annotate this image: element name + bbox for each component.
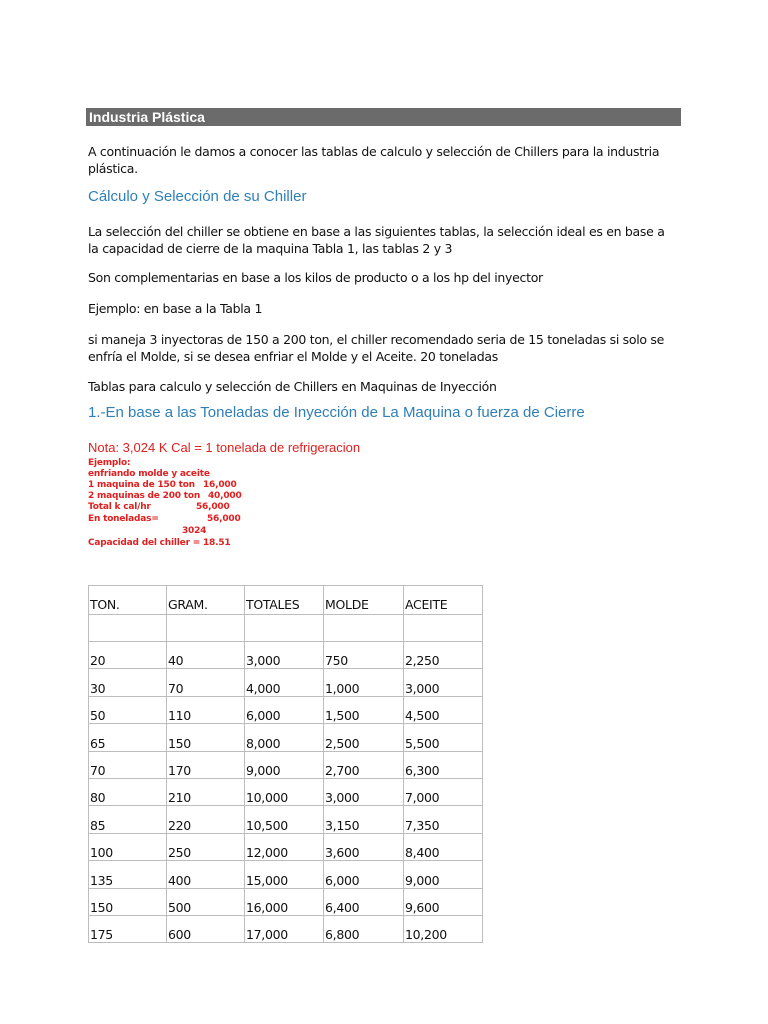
- table-cell: 7,350: [404, 806, 483, 833]
- table-row: [89, 724, 488, 751]
- note-total-value: 56,000: [196, 502, 230, 512]
- table-cell: [245, 615, 324, 642]
- table-gap: [483, 888, 488, 915]
- table-gap: [483, 915, 488, 942]
- table-cell: 50: [89, 696, 167, 723]
- table-cell: 2,700: [324, 751, 404, 778]
- table-cell: [89, 615, 167, 642]
- paragraph-complementarias: Son complementarias en base a los kilos de producto o a los hp del inyector: [88, 270, 543, 285]
- note-line2-label: 2 maquinas de 200 ton: [88, 491, 201, 501]
- table-row: [89, 806, 488, 833]
- note-capacity-label: Capacidad del chiller =: [88, 538, 201, 548]
- table-cell: 65: [89, 724, 167, 751]
- table-cell: 4,500: [404, 696, 483, 723]
- table-cell: 400: [167, 861, 245, 888]
- table-row: [89, 751, 488, 778]
- header-cell: ACEITE: [404, 586, 483, 615]
- table-cell: 70: [89, 751, 167, 778]
- paragraph-tablas: Tablas para calculo y selección de Chillers en Maquinas de Inyección: [88, 379, 497, 394]
- note-subtitle: enfriando molde y aceite: [88, 469, 210, 479]
- table-cell: 9,000: [245, 751, 324, 778]
- tonnage-table: [88, 585, 487, 943]
- table-cell: 6,300: [404, 751, 483, 778]
- section-title: Industria Plástica: [86, 108, 681, 126]
- table-cell: 110: [167, 696, 245, 723]
- table-cell: 150: [89, 888, 167, 915]
- table-cell: 12,000: [245, 833, 324, 860]
- table-cell: 80: [89, 778, 167, 805]
- table-gap: [483, 696, 488, 723]
- table-row: [89, 642, 488, 669]
- header-cell: MOLDE: [324, 586, 404, 615]
- table-row: [89, 778, 488, 805]
- table-cell: 16,000: [245, 888, 324, 915]
- table-gap: [483, 586, 488, 615]
- table-cell: 8,400: [404, 833, 483, 860]
- table-row: [89, 861, 488, 888]
- paragraph-inyectoras: si maneja 3 inyectoras de 150 a 200 ton, el chiller recomendado seria de 15 toneladas si solo se enfría el Molde, si se desea enfriar el Molde y el Aceite. 20 toneladas: [88, 332, 665, 364]
- table-row: [89, 915, 488, 942]
- table-cell: 30: [89, 669, 167, 696]
- table-cell: 135: [89, 861, 167, 888]
- table-cell: 220: [167, 806, 245, 833]
- table-cell: 9,600: [404, 888, 483, 915]
- table-gap: [483, 642, 488, 669]
- table-cell: 600: [167, 915, 245, 942]
- table-cell: 5,500: [404, 724, 483, 751]
- table-cell: 1,000: [324, 669, 404, 696]
- heading-toneladas: 1.-En base a las Toneladas de Inyección de La Maquina o fuerza de Cierre: [88, 404, 585, 421]
- table-gap: [483, 833, 488, 860]
- table-cell: [404, 615, 483, 642]
- table-cell: 3,000: [324, 778, 404, 805]
- header-cell: TOTALES: [245, 586, 324, 615]
- table-cell: 175: [89, 915, 167, 942]
- table-gap: [483, 778, 488, 805]
- table-cell: 150: [167, 724, 245, 751]
- table-body: [89, 586, 488, 943]
- table-cell: 9,000: [404, 861, 483, 888]
- note-line1-label: 1 maquina de 150 ton: [88, 480, 195, 490]
- table-cell: 17,000: [245, 915, 324, 942]
- note-title: Nota: 3,024 K Cal = 1 tonelada de refrigeracion: [88, 440, 361, 455]
- table-gap: [483, 806, 488, 833]
- table-cell: 6,000: [324, 861, 404, 888]
- table-cell: 10,000: [245, 778, 324, 805]
- table-cell: 40: [167, 642, 245, 669]
- table-cell: 8,000: [245, 724, 324, 751]
- table-gap: [483, 751, 488, 778]
- table-blank-row: [89, 615, 488, 642]
- note-ejemplo: Ejemplo:: [88, 458, 131, 468]
- note-capacity-value: 18.51: [203, 538, 231, 548]
- note-tons-value: 56,000: [207, 514, 241, 524]
- table-cell: 750: [324, 642, 404, 669]
- paragraph-ejemplo: Ejemplo: en base a la Tabla 1: [88, 301, 263, 316]
- table-cell: 6,400: [324, 888, 404, 915]
- table-cell: 85: [89, 806, 167, 833]
- table-cell: 170: [167, 751, 245, 778]
- table-row: [89, 888, 488, 915]
- table-cell: 250: [167, 833, 245, 860]
- table-gap: [483, 861, 488, 888]
- table-gap: [483, 615, 488, 642]
- note-line2-value: 40,000: [208, 491, 242, 501]
- table-cell: 7,000: [404, 778, 483, 805]
- table-cell: 15,000: [245, 861, 324, 888]
- table-cell: 70: [167, 669, 245, 696]
- table-row: [89, 833, 488, 860]
- table-cell: 500: [167, 888, 245, 915]
- table-cell: [167, 615, 245, 642]
- table-cell: 6,800: [324, 915, 404, 942]
- table-cell: 4,000: [245, 669, 324, 696]
- paragraph-seleccion: La selección del chiller se obtiene en base a las siguientes tablas, la selección ideal es en base a la capacidad de cierre de la maquina Tabla 1, las tablas 2 y 3: [88, 224, 665, 256]
- table-cell: 210: [167, 778, 245, 805]
- table-gap: [483, 724, 488, 751]
- table-cell: 3,000: [404, 669, 483, 696]
- header-cell: TON.: [89, 586, 167, 615]
- header-cell: GRAM.: [167, 586, 245, 615]
- table-cell: 2,500: [324, 724, 404, 751]
- table-header-row: [89, 586, 488, 615]
- table-gap: [483, 669, 488, 696]
- table-cell: 10,200: [404, 915, 483, 942]
- table-row: [89, 696, 488, 723]
- note-total-label: Total k cal/hr: [88, 502, 151, 512]
- note-divisor: 3024: [182, 526, 207, 536]
- intro-text: A continuación le damos a conocer las tablas de calculo y selección de Chillers para la industria plástica.: [88, 144, 660, 176]
- table-cell: 6,000: [245, 696, 324, 723]
- table-row: [89, 669, 488, 696]
- table-cell: 3,000: [245, 642, 324, 669]
- table-cell: 10,500: [245, 806, 324, 833]
- note-line1-value: 16,000: [203, 480, 237, 490]
- table-cell: 1,500: [324, 696, 404, 723]
- table-cell: 20: [89, 642, 167, 669]
- heading-calculo: Cálculo y Selección de su Chiller: [88, 188, 307, 205]
- table-cell: 2,250: [404, 642, 483, 669]
- table-cell: [324, 615, 404, 642]
- table-cell: 3,600: [324, 833, 404, 860]
- table-cell: 3,150: [324, 806, 404, 833]
- note-tons-label: En toneladas=: [88, 514, 159, 524]
- table-cell: 100: [89, 833, 167, 860]
